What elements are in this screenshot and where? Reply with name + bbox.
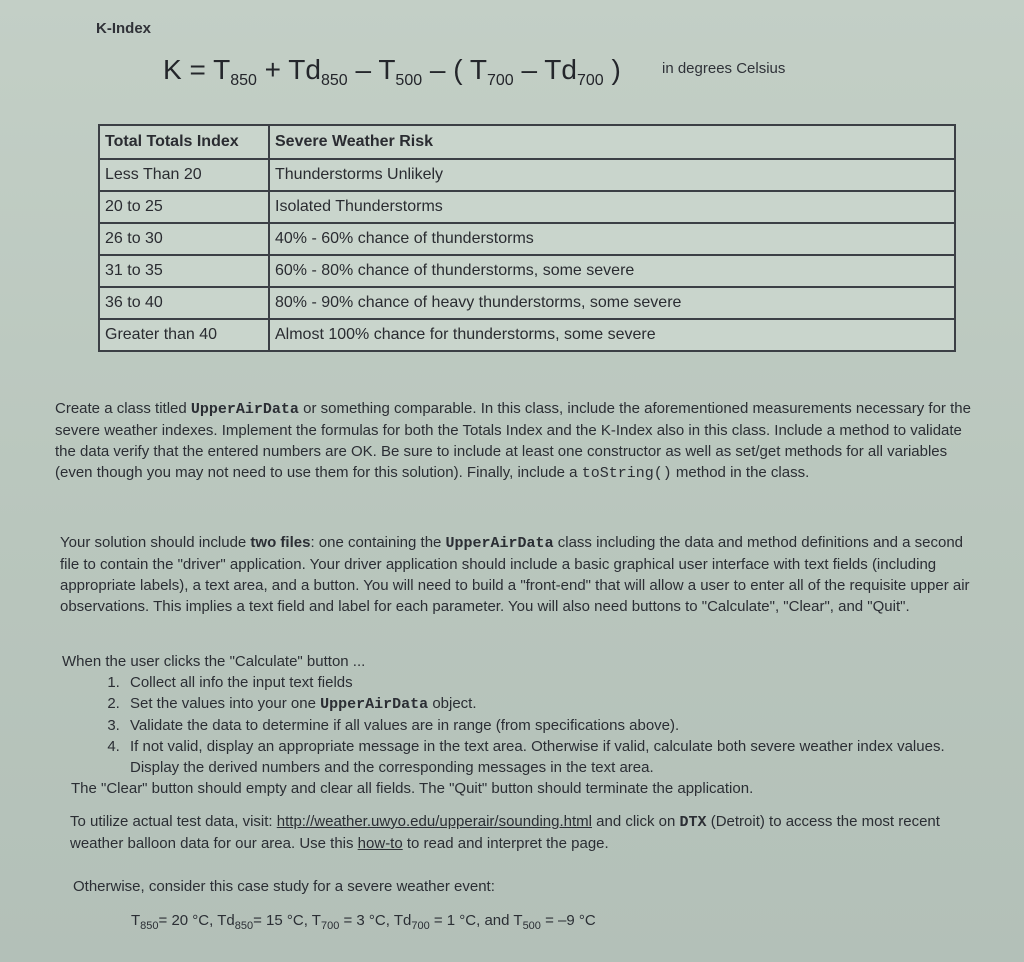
test-data-paragraph: To utilize actual test data, visit: http://weather.uwyo.edu/upperair/sounding.html and click on DTX (Detroit) to access the most recent weather balloon data for our area. Use this how-to to read and interpret the page. xyxy=(70,813,940,852)
calculate-steps-section xyxy=(62,651,982,799)
list-item: 3. Validate the data to determine if all values are in range (from specifications above). xyxy=(124,715,982,736)
class-name-code: UpperAirData xyxy=(190,401,299,418)
risk-cell: 60% - 80% chance of thunderstorms, some severe xyxy=(269,255,955,287)
table-header-row xyxy=(99,125,955,159)
risk-cell: 40% - 60% chance of thunderstorms xyxy=(269,223,955,255)
clear-quit-note: The "Clear" button should empty and clear all fields. The "Quit" button should terminate the application. xyxy=(71,780,754,797)
solution-files-paragraph: Your solution should include two files: one containing the UpperAirData class including the data and method definitions and a second file to contain the "driver" application. Your driver application should include a basic graphical user interface with text fields (including appropriate labels), a text area, and a button. You will need to build a "front-end" that will allow a user to enter all of the requisite upper air observations. This implies a text field and label for each parameter. You will also need buttons to "Calculate", "Clear", and "Quit". xyxy=(60,534,970,615)
range-cell: 20 to 25 xyxy=(99,191,269,223)
header-total-totals: Total Totals Index xyxy=(99,125,269,159)
list-item: 4. If not valid, display an appropriate message in the text area. Otherwise if valid, calculate both severe weather index values. Display the derived numbers and the corresponding messages in the text area. xyxy=(124,736,982,778)
table-row xyxy=(99,159,955,191)
range-cell: Less Than 20 xyxy=(99,159,269,191)
class-name-code: UpperAirData xyxy=(445,535,554,552)
table-row xyxy=(99,319,955,351)
header-severe-risk: Severe Weather Risk xyxy=(269,125,955,159)
range-cell: 36 to 40 xyxy=(99,287,269,319)
class-instructions-paragraph: Create a class titled UpperAirData or something comparable. In this class, include the aforementioned measurements necessary for the severe weather indexes. Implement the formulas for both the Totals Index and the K-Index also in this class. Include a method to validate the data verify that the entered numbers are OK. Be sure to include at least one constructor as well as set/get methods for all variables (even though you may not need to use them for this solution). Finally, include a toString() method in the class. xyxy=(55,400,971,482)
section-heading: K-Index xyxy=(96,20,152,37)
risk-cell: Thunderstorms Unlikely xyxy=(269,159,955,191)
howto-link[interactable]: how-to xyxy=(357,835,403,852)
case-study-intro: Otherwise, consider this case study for a severe weather event: xyxy=(73,878,495,895)
formula-units: in degrees Celsius xyxy=(662,60,786,77)
list-item: 1. Collect all info the input text fields xyxy=(124,672,982,693)
table-row xyxy=(99,287,955,319)
tostring-code: toString() xyxy=(581,465,672,482)
risk-cell: Isolated Thunderstorms xyxy=(269,191,955,223)
case-study-values: $T_{850}= 20$ °C, $Td_{850}= 15$ °C, $T_{700} = 3$ °C, $Td_{700} = 1$ °C, and $T_{500} = -9$ °C xyxy=(131,912,596,932)
steps-list xyxy=(62,672,982,778)
k-index-formula: $K = T_{850} + Td_{850} - T_{500}$ – ( $T_{700} - Td_{700}$ ) xyxy=(163,54,621,89)
table-row xyxy=(99,223,955,255)
calculate-intro: When the user clicks the "Calculate" button ... xyxy=(62,653,366,670)
table-row xyxy=(99,191,955,223)
table-row xyxy=(99,255,955,287)
risk-cell: 80% - 90% chance of heavy thunderstorms, some severe xyxy=(269,287,955,319)
two-files-emphasis: two files xyxy=(250,534,311,551)
range-cell: Greater than 40 xyxy=(99,319,269,351)
range-cell: 31 to 35 xyxy=(99,255,269,287)
list-item: 2. Set the values into your one UpperAirData object. xyxy=(124,693,982,715)
sounding-link[interactable]: http://weather.uwyo.edu/upperair/sounding.html xyxy=(276,813,592,830)
class-name-code: UpperAirData xyxy=(320,696,429,713)
range-cell: 26 to 30 xyxy=(99,223,269,255)
risk-table xyxy=(98,124,956,352)
dtx-code: DTX xyxy=(679,814,707,831)
risk-cell: Almost 100% chance for thunderstorms, some severe xyxy=(269,319,955,351)
